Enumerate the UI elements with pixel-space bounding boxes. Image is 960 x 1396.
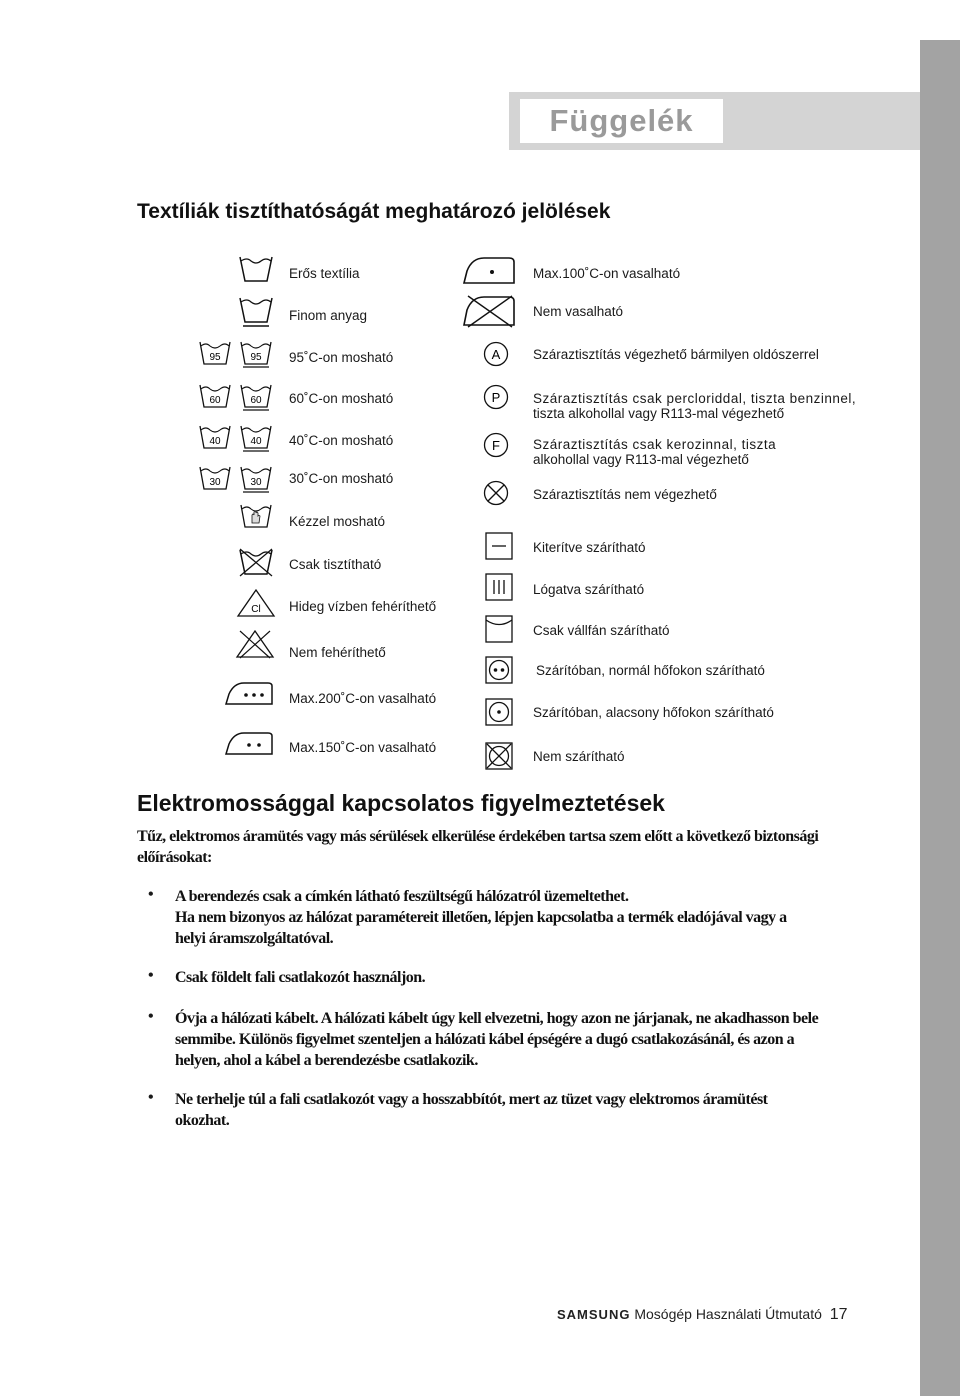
dryclean-f-letter: F (492, 438, 500, 453)
label-no-tumble: Nem szárítható (533, 749, 625, 764)
warning-line: Óvja a hálózati kábelt. A hálózati kábelt úgy kell elvezetni, hogy azon ne járjanak, ne akadhasson bele (175, 1010, 819, 1027)
warning-line: Csak földelt fali csatlakozót használjon. (175, 969, 426, 986)
warning-item (175, 1089, 845, 1131)
warning-item (175, 1008, 845, 1071)
wash-95-gentle-num: 95 (250, 352, 262, 363)
wash-95-gentle-icon (240, 340, 272, 368)
dry-flat-icon (485, 532, 513, 560)
wash-30-gentle-icon (240, 465, 272, 493)
warning-line: helyi áramszolgáltatóval. (175, 930, 334, 947)
dryclean-a-icon (483, 341, 509, 367)
label-strong-textile: Erős textília (289, 266, 360, 281)
hanger-dry-icon (485, 615, 513, 643)
wash-60-num: 60 (209, 395, 221, 406)
wash-40-num: 40 (209, 436, 221, 447)
no-bleach-icon (234, 628, 276, 660)
bleach-icon (236, 588, 276, 618)
label-no-iron: Nem vasalható (533, 304, 624, 319)
label-drip-dry: Lógatva szárítható (533, 582, 645, 597)
bullet-marker: • (148, 886, 154, 903)
label-hand-wash: Kézzel mosható (289, 514, 386, 529)
page-number: 17 (829, 1306, 848, 1323)
label-tumble-normal: Szárítóban, normál hőfokon szárítható (536, 663, 765, 678)
wash-95-icon (199, 340, 231, 366)
wash-40-gentle-icon (240, 424, 272, 452)
label-no-bleach: Nem fehéríthető (289, 645, 386, 660)
label-dry-flat: Kiterítve szárítható (533, 540, 646, 555)
wash-tub-icon (238, 254, 274, 284)
electrical-section-title: Elektromossággal kapcsolatos figyelmeztetések (137, 790, 665, 816)
iron-one-dot-icon (462, 255, 516, 285)
hand-wash-icon (240, 503, 272, 531)
no-iron-icon (462, 294, 516, 328)
warning-item (175, 967, 845, 988)
bullet-marker: • (148, 967, 154, 984)
wash-40-gentle-num: 40 (250, 436, 262, 447)
warning-line: semmibe. Különös figyelmet szenteljen a hálózati kábel épségére a dugó csatlakozásánál, és azon a (175, 1031, 795, 1048)
intro-line: előírásokat: (137, 849, 212, 866)
wash-60-icon (199, 383, 231, 409)
wash-tub-gentle-icon (238, 295, 274, 329)
warning-line: helyen, ahol a kábel a berendezésbe csatlakozik. (175, 1052, 478, 1069)
tumble-normal-icon (485, 656, 513, 684)
warning-line: A berendezés csak a címkén látható feszültségű hálózatról üzemeltethet. (175, 888, 629, 905)
wash-30-num: 30 (209, 477, 221, 488)
no-tumble-icon (485, 742, 513, 770)
wash-30-gentle-num: 30 (250, 477, 262, 488)
iron-two-dots-icon (224, 730, 274, 756)
wash-60-gentle-icon (240, 383, 272, 411)
warning-line: okozhat. (175, 1112, 230, 1129)
electrical-intro (137, 826, 837, 868)
label-fine-material: Finom anyag (289, 308, 368, 323)
wash-95-num: 95 (209, 352, 221, 363)
wash-30-icon (199, 465, 231, 491)
dryclean-f-icon (483, 432, 509, 458)
warning-line: Ha nem bizonyos az hálózat paramétereit illetően, lépjen kapcsolatba a termék eladójával vagy a (175, 909, 787, 926)
label-dryclean-p-line2: tiszta alkohollal vagy R113-mal végezhető (533, 406, 785, 421)
manual-title: Mosógép Használati Útmutató (634, 1306, 822, 1322)
intro-line: Tűz, elektromos áramütés vagy más sérülések elkerülése érdekében tartsa szem előtt a következő biztonsági (137, 828, 819, 845)
label-dryclean-any: Száraztisztítás végezhető bármilyen oldószerrel (533, 347, 819, 362)
label-iron-150: Max.150˚C-on vasalható (289, 740, 437, 755)
label-wash-30: 30˚C-on mosható (289, 471, 394, 486)
wash-40-icon (199, 424, 231, 450)
label-dry-clean-only: Csak tisztítható (289, 557, 382, 572)
label-iron-200: Max.200˚C-on vasalható (289, 691, 437, 706)
label-hanger-dry: Csak vállfán szárítható (533, 623, 670, 638)
label-wash-95: 95˚C-on mosható (289, 350, 394, 365)
no-wash-icon (238, 547, 274, 577)
bullet-marker: • (148, 1008, 154, 1025)
label-cold-bleach: Hideg vízben fehéríthető (289, 599, 437, 614)
no-dryclean-icon (483, 480, 509, 506)
label-wash-40: 40˚C-on mosható (289, 433, 394, 448)
dryclean-p-letter: P (491, 390, 501, 405)
bleach-symbol-text: Cl (251, 604, 261, 615)
wash-60-gentle-num: 60 (250, 395, 262, 406)
warning-line: Ne terhelje túl a fali csatlakozót vagy a hosszabbítót, mert az tüzet vagy elektromos áramütést (175, 1091, 768, 1108)
iron-three-dots-icon (224, 680, 274, 706)
brand-name: SAMSUNG (557, 1307, 631, 1322)
warning-item (175, 886, 845, 949)
textile-section-title: Textíliák tisztíthatóságát meghatározó jelölések (137, 200, 611, 223)
bullet-marker: • (148, 1089, 154, 1106)
label-dryclean-f-line1: Száraztisztítás csak kerozinnal, tiszta (533, 437, 777, 452)
label-tumble-low: Szárítóban, alacsony hőfokon szárítható (533, 705, 774, 720)
side-bar (920, 40, 960, 1396)
tumble-low-icon (485, 698, 513, 726)
label-wash-60: 60˚C-on mosható (289, 391, 394, 406)
dryclean-a-letter: A (491, 347, 501, 362)
page-footer (557, 1306, 848, 1324)
label-dryclean-p-line1: Száraztisztítás csak percloriddal, tiszta benzinnel, (533, 391, 857, 406)
page-header-title: Függelék (520, 99, 723, 143)
label-no-dryclean: Száraztisztítás nem végezhető (533, 487, 717, 502)
drip-dry-icon (485, 573, 513, 601)
label-dryclean-f-line2: alkohollal vagy R113-mal végezhető (533, 452, 749, 467)
label-iron-100: Max.100˚C-on vasalható (533, 266, 681, 281)
dryclean-p-icon (483, 384, 509, 410)
